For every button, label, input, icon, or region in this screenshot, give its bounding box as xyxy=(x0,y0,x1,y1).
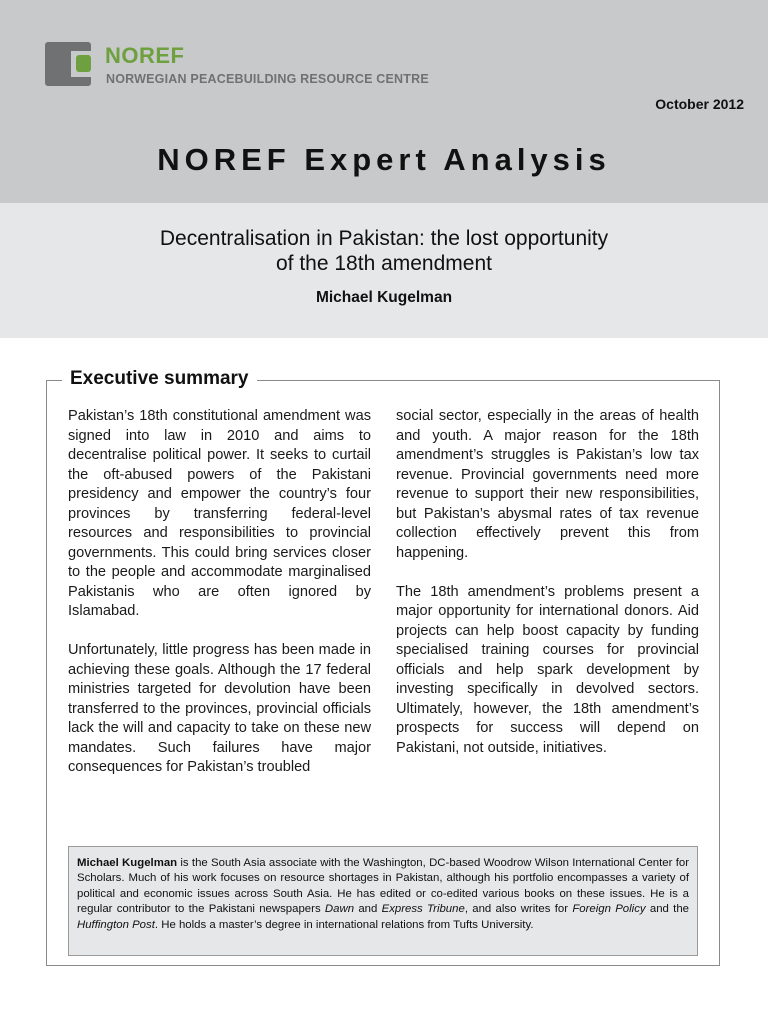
bio-publication: Huffington Post xyxy=(77,918,155,931)
summary-right-column xyxy=(396,407,699,778)
bio-text: and the xyxy=(645,903,690,916)
author-bio-box xyxy=(68,846,698,956)
noref-logo-icon xyxy=(45,42,91,86)
logo-subtitle: NORWEGIAN PEACEBUILDING RESOURCE CENTRE xyxy=(106,72,429,86)
logo-name: NOREF xyxy=(105,43,185,68)
bio-text: and xyxy=(354,903,382,916)
bio-newspaper: Express Tribune xyxy=(381,903,465,916)
bio-text: is the South Asia associate with the Washington, DC-based Woodrow Wilson International Center for Scholars. Much of his work focuses on resource shortages in Pakistan, although his portfolio encompasses a variety of political and economic issues across South Asia. He has edited or co-edited various books on these issues. He is a regular contributor to the Pakistani newspapers xyxy=(77,857,689,916)
bio-author-name: Michael Kugelman xyxy=(77,857,178,869)
summary-left-column xyxy=(68,407,371,797)
document-title-line-1: Decentralisation in Pakistan: the lost opportunity xyxy=(159,227,609,250)
bio-text: , and also writes for xyxy=(464,903,573,916)
summary-paragraph: Unfortunately, little progress has been made in achieving these goals. Although the 17 federal ministries targeted for devolution have been transferred to the provinces, provincial officials lack the will and capacity to take on these new mandates. Such failures have major consequences for Pakistan’s troubled xyxy=(68,642,371,775)
bio-text: . He holds a master’s degree in international relations from Tufts University. xyxy=(154,918,534,931)
summary-paragraph: social sector, especially in the areas of health and youth. A major reason for the 18th amendment’s struggles is Pakistan’s low tax revenue. Provincial governments need more revenue to support their new responsibilities, but Pakistan’s abysmal rates of tax revenue collection effectively prevent this from happening. xyxy=(396,408,699,561)
series-title: NOREF Expert Analysis xyxy=(157,142,611,177)
bio-publication: Foreign Policy xyxy=(572,903,646,916)
publication-date: October 2012 xyxy=(655,96,744,112)
document-title xyxy=(60,226,708,276)
executive-summary-heading: Executive summary xyxy=(62,367,257,391)
summary-paragraph: Pakistan’s 18th constitutional amendment was signed into law in 2010 and aims to decentralise political power. It seeks to curtail the oft-abused powers of the Pakistani presidency and empower the country’s four provinces by transferring federal-level resources and responsibilities to provincial governments. This could bring services closer to the people and accommodate marginalised Pakistanis who are often ignored by Islamabad. xyxy=(68,408,371,619)
summary-paragraph: The 18th amendment’s problems present a major opportunity for international donors. Aid projects can help boost capacity by funding specialised training courses for provincial officials and help spark development by investing specifically in devolved sectors. Ultimately, however, the 18th amendment’s prospects for success will depend on Pakistani, not outside, initiatives. xyxy=(396,583,699,756)
document-title-line-2: of the 18th amendment xyxy=(276,252,492,275)
author-name: Michael Kugelman xyxy=(315,289,453,306)
bio-newspaper: Dawn xyxy=(324,903,355,916)
noref-logo xyxy=(45,42,465,90)
